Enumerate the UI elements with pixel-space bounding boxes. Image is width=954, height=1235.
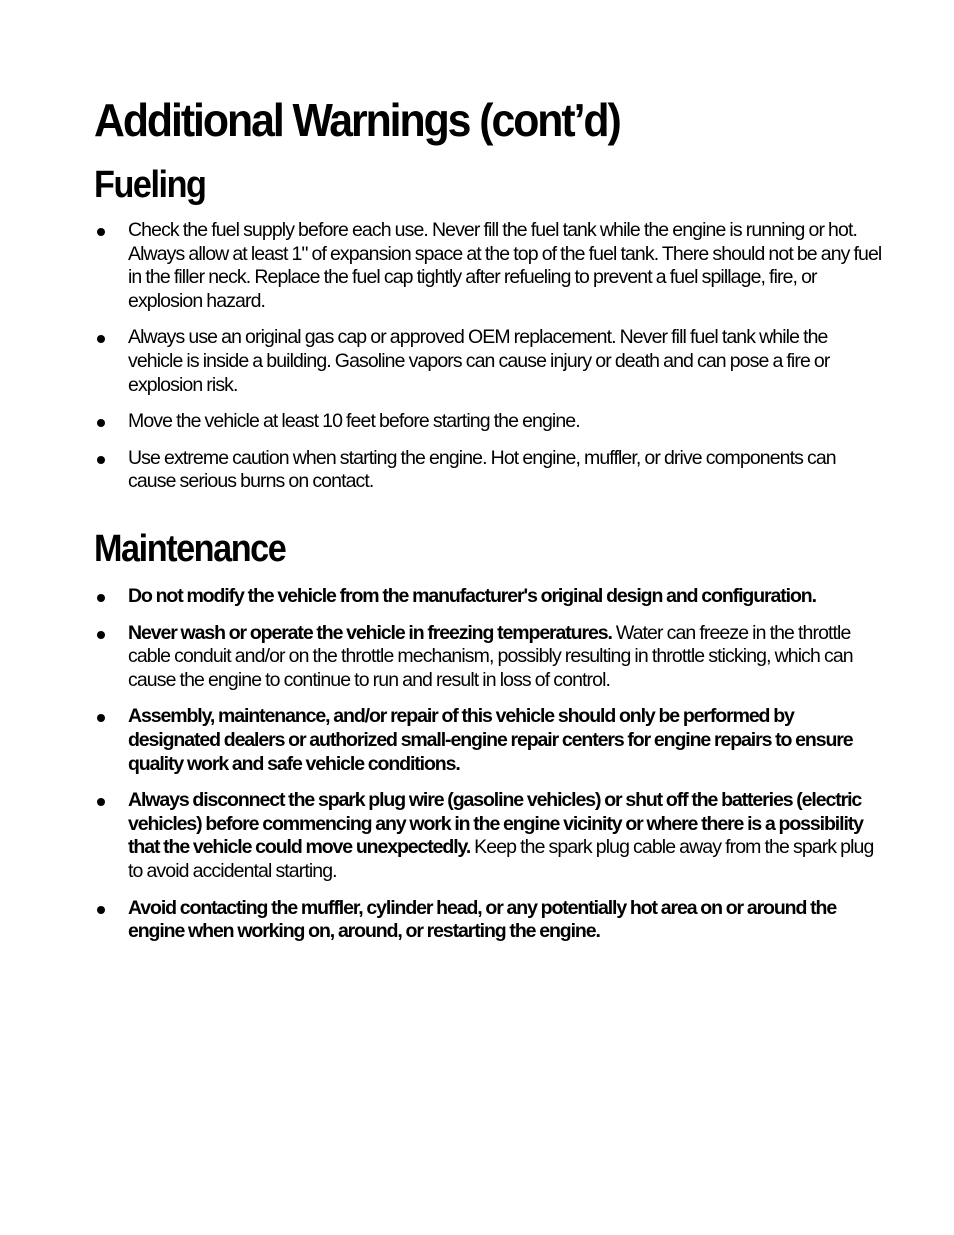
item-bold-text: Never wash or operate the vehicle in freezing temperatures. [128, 621, 612, 644]
bullet-icon [97, 419, 105, 427]
list-item [94, 447, 884, 494]
list-item [94, 622, 884, 693]
list-item [94, 897, 884, 944]
list-item [94, 789, 884, 883]
item-text: Always use an original gas cap or approved OEM replacement. Never fill fuel tank while the vehicle is inside a building. Gasoline vapors can cause injury or death and can pose a fire or explosion risk. [128, 326, 830, 396]
bullet-icon [97, 335, 105, 343]
item-text: Keep the spark plug cable away from the spark plug to avoid accidental starting. [128, 836, 874, 882]
item-text: Move the vehicle at least 10 feet before starting the engine. [128, 410, 580, 433]
list-item [94, 410, 884, 434]
list-item [94, 705, 884, 776]
item-bold-text: Always disconnect the spark plug wire (gasoline vehicles) or shut off the batteries (electric vehicles) before commencing any work in the engine vicinity or where there is a possibility that the vehicle could move unexpectedly. [128, 789, 863, 859]
bullet-icon [97, 228, 105, 236]
bullet-icon [97, 456, 105, 464]
item-bold-text: Do not modify the vehicle from the manufacturer's original design and configuration. [128, 585, 816, 607]
item-text: Check the fuel supply before each use. Never fill the fuel tank while the engine is running or hot. Always allow at least 1" of expansion space at the top of the fuel tank. There should not be any fuel in the filler neck. Replace the fuel cap tightly after refueling to prevent a fuel spillage, fire, or explosion hazard. [128, 219, 882, 312]
item-text: Water can freeze in the throttle cable conduit and/or on the throttle mechanism, possibly resulting in throttle sticking, which can cause the engine to continue to run and result in loss of control. [128, 621, 853, 691]
bullet-icon [97, 631, 105, 639]
item-bold-text: Avoid contacting the muffler, cylinder head, or any potentially hot area on or around the engine when working on, around, or restarting the engine. [128, 896, 837, 943]
bullet-icon [97, 906, 105, 914]
list-item [94, 585, 884, 609]
maintenance-list [94, 585, 884, 944]
section-heading-fueling: Fueling [94, 164, 206, 206]
item-bold-text: Assembly, maintenance, and/or repair of this vehicle should only be performed by designated dealers or authorized small-engine repair centers for engine repairs to ensure quality work and safe vehicle conditions. [128, 705, 853, 775]
list-item [94, 326, 884, 397]
fueling-list [94, 219, 884, 494]
bullet-icon [97, 714, 105, 722]
section-heading-maintenance: Maintenance [94, 528, 286, 570]
list-item [94, 219, 884, 313]
bullet-icon [97, 798, 105, 806]
bullet-icon [97, 594, 105, 602]
item-text: Use extreme caution when starting the engine. Hot engine, muffler, or drive components can cause serious burns on contact. [128, 446, 836, 493]
page-title: Additional Warnings (cont’d) [94, 94, 620, 146]
